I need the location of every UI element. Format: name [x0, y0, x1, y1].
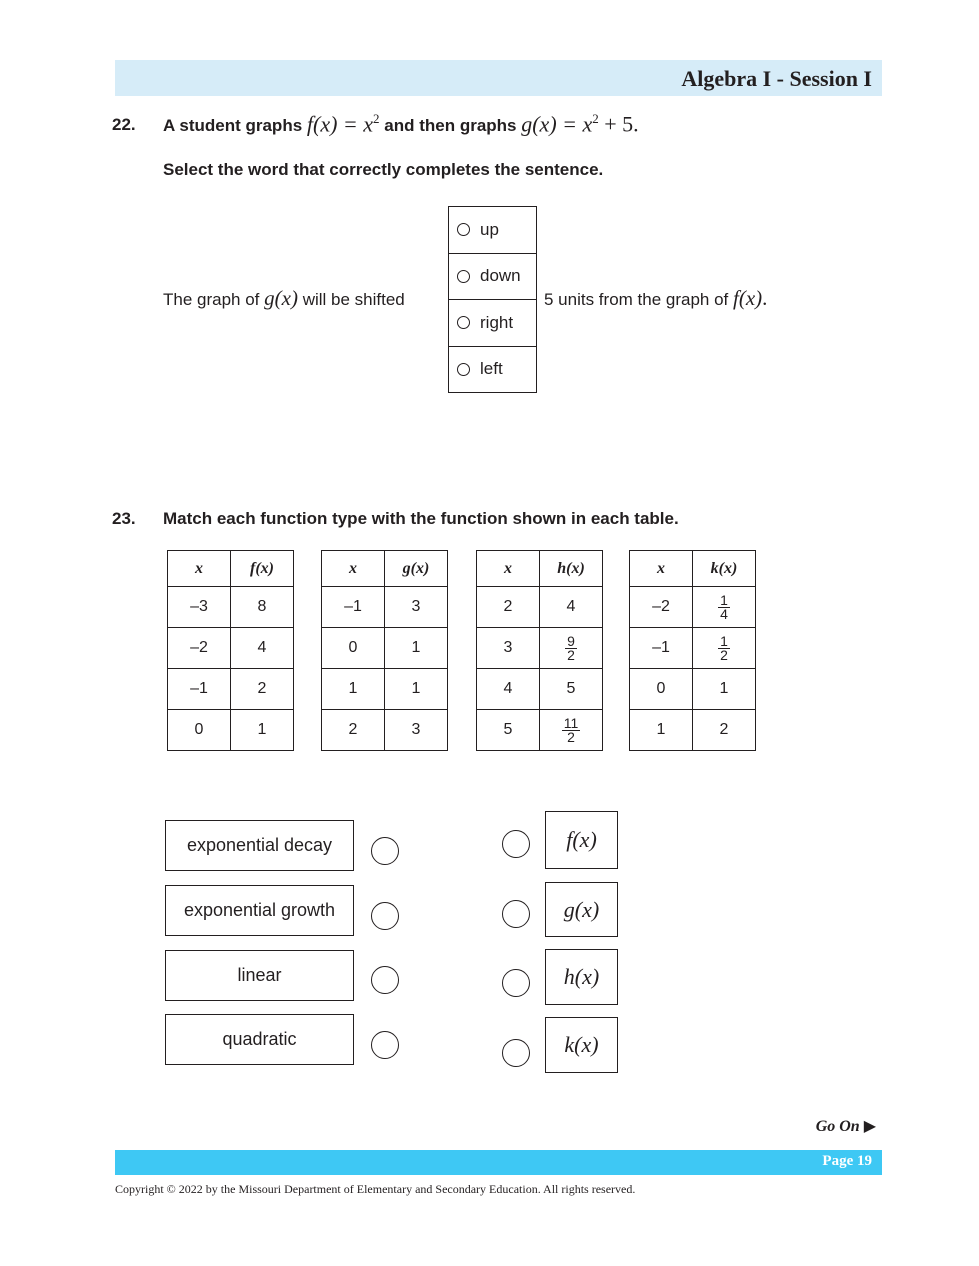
table-cell: 1	[322, 669, 385, 710]
q22-stem-intro: A student graphs	[163, 116, 303, 136]
q22-g-definition: $g(x) = x^2 + 5$.	[521, 111, 639, 137]
q22-f-definition: $f(x) = x^2$	[306, 111, 380, 137]
fraction: $\frac{9}{2}$	[567, 632, 575, 663]
q22-sentence-start: The graph of g(x) will be shifted	[163, 286, 405, 310]
match-connector-f[interactable]	[502, 830, 530, 858]
question-23-instruction: Match each function type with the function shown in each table.	[163, 509, 679, 528]
table-f	[167, 550, 294, 751]
choice-left[interactable]: left	[449, 347, 536, 393]
choice-down[interactable]: down	[449, 254, 536, 301]
function-h-box: h(x)	[545, 949, 618, 1005]
table-header: x	[630, 551, 693, 587]
match-connector-linear[interactable]	[371, 966, 399, 994]
table-cell	[693, 587, 756, 628]
fraction: $\frac{1}{4}$	[720, 591, 728, 622]
table-cell: –3	[168, 587, 231, 628]
question-22-instruction: Select the word that correctly completes the sentence.	[163, 160, 604, 179]
choice-right[interactable]: right	[449, 300, 536, 347]
match-connector-exponential-growth[interactable]	[371, 902, 399, 930]
table-cell: 3	[477, 628, 540, 669]
table-cell: –1	[168, 669, 231, 710]
function-k-box: k(x)	[545, 1017, 618, 1073]
table-cell: 5	[540, 669, 603, 710]
fraction: $\frac{1}{2}$	[720, 632, 728, 663]
page-title: Algebra I - Session I	[681, 66, 872, 91]
table-cell: 0	[322, 628, 385, 669]
table-header: h(x)	[540, 551, 603, 587]
table-cell: 1	[693, 669, 756, 710]
table-cell: 2	[477, 587, 540, 628]
table-cell: –1	[630, 628, 693, 669]
table-cell: 4	[477, 669, 540, 710]
radio-icon[interactable]	[457, 223, 470, 236]
table-header: g(x)	[385, 551, 448, 587]
table-header: k(x)	[693, 551, 756, 587]
question-22-stem	[163, 111, 639, 137]
question-22-number: 22.	[112, 115, 136, 134]
match-connector-k[interactable]	[502, 1039, 530, 1067]
table-cell	[540, 628, 603, 669]
table-h	[476, 550, 603, 751]
table-cell: 4	[540, 587, 603, 628]
table-cell: 3	[385, 710, 448, 751]
match-connector-quadratic[interactable]	[371, 1031, 399, 1059]
table-cell: –1	[322, 587, 385, 628]
choice-up[interactable]: up	[449, 207, 536, 254]
table-cell	[693, 628, 756, 669]
table-cell: –2	[168, 628, 231, 669]
radio-icon[interactable]	[457, 363, 470, 376]
table-cell: 2	[693, 710, 756, 751]
table-cell	[540, 710, 603, 751]
table-cell: 4	[231, 628, 294, 669]
table-cell: 0	[630, 669, 693, 710]
table-cell: 1	[630, 710, 693, 751]
question-23-number: 23.	[112, 509, 136, 528]
table-header: x	[168, 551, 231, 587]
type-exponential-decay: exponential decay	[165, 820, 354, 871]
type-exponential-growth: exponential growth	[165, 885, 354, 936]
table-cell: 3	[385, 587, 448, 628]
page-number: Page 19	[822, 1153, 872, 1169]
type-quadratic: quadratic	[165, 1014, 354, 1065]
table-cell: 1	[231, 710, 294, 751]
table-cell: 1	[385, 669, 448, 710]
match-connector-h[interactable]	[502, 969, 530, 997]
table-header: f(x)	[231, 551, 294, 587]
match-connector-exponential-decay[interactable]	[371, 837, 399, 865]
type-linear: linear	[165, 950, 354, 1001]
table-header: x	[322, 551, 385, 587]
table-cell: 8	[231, 587, 294, 628]
go-on-label: Go On ▶	[815, 1118, 876, 1135]
copyright-notice: Copyright © 2022 by the Missouri Department of Elementary and Secondary Education. All rights reserved.	[115, 1182, 636, 1196]
table-cell: 1	[385, 628, 448, 669]
header-bar	[115, 60, 882, 96]
table-cell: 0	[168, 710, 231, 751]
table-k	[629, 550, 756, 751]
table-cell: 2	[322, 710, 385, 751]
table-cell: 5	[477, 710, 540, 751]
radio-icon[interactable]	[457, 316, 470, 329]
match-connector-g[interactable]	[502, 900, 530, 928]
q22-stem-mid: and then graphs	[384, 116, 517, 136]
table-g	[321, 550, 448, 751]
footer-bar	[115, 1150, 882, 1175]
table-cell: 2	[231, 669, 294, 710]
radio-icon[interactable]	[457, 270, 470, 283]
shift-direction-choices	[448, 206, 537, 393]
function-f-box: f(x)	[545, 811, 618, 869]
q22-sentence-end: 5 units from the graph of f(x) .	[544, 286, 768, 310]
function-g-box: g(x)	[545, 882, 618, 937]
table-header: x	[477, 551, 540, 587]
table-cell: –2	[630, 587, 693, 628]
fraction: $\frac{11}{2}$	[563, 714, 579, 745]
